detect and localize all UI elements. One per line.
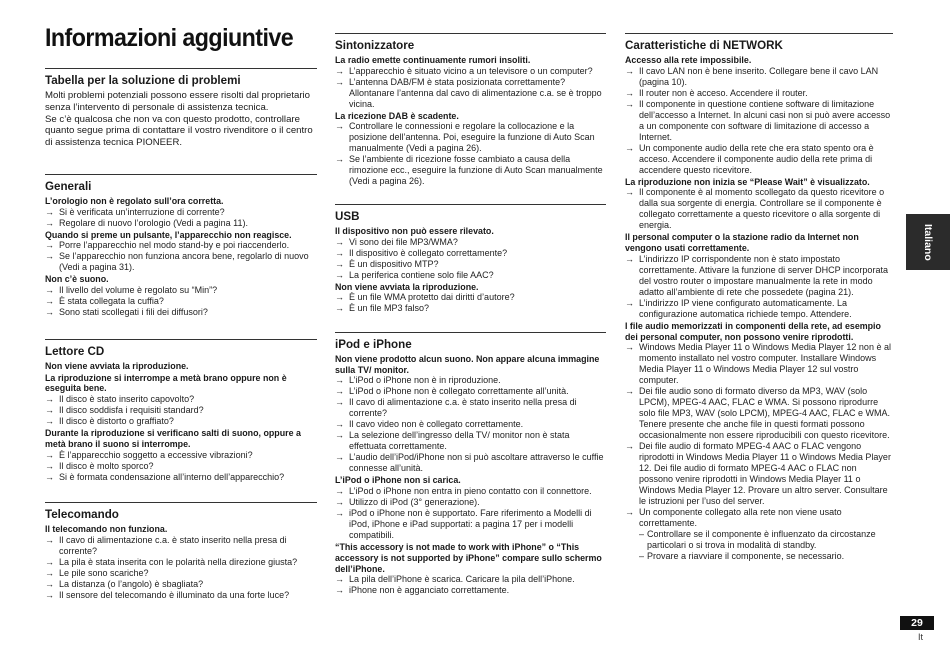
solution-item: → Il disco è stato inserito capovolto? bbox=[45, 394, 317, 405]
solution-item: → La pila dell’iPhone è scarica. Caricare la pila dell’iPhone. bbox=[335, 574, 606, 585]
solution-subitem: – Provare a riavviare il componente, se necessario. bbox=[625, 551, 893, 562]
solution-item: → Il dispositivo è collegato correttamente? bbox=[335, 248, 606, 259]
page-number: 29 bbox=[900, 616, 934, 630]
problem-heading: Il telecomando non funziona. bbox=[45, 524, 168, 534]
solution-item: → Il componente è al momento scollegato da questo ricevitore o dalla sua sorgente di energia. Controllare se il componente è collegato correttamente a questo ricevitore o alla sorgente di energia. bbox=[625, 187, 893, 231]
problem-heading: La ricezione DAB è scadente. bbox=[335, 110, 459, 121]
solution-item: → Il router non è acceso. Accendere il router. bbox=[625, 88, 893, 99]
section-title: Lettore CD bbox=[45, 345, 105, 358]
problem-heading: La riproduzione si interrompe a metà brano oppure non è eseguita bene. bbox=[45, 372, 287, 394]
solution-item: → Il sensore del telecomando è illuminato da una forte luce? bbox=[45, 590, 317, 601]
solution-item: → L’audio dell’iPod/iPhone non si può ascoltare attraverso le cuffie connesse all’unità. bbox=[335, 452, 606, 474]
solution-item: → Porre l’apparecchio nel modo stand-by e poi riaccenderlo. bbox=[45, 240, 317, 251]
solution-item: → L’indirizzo IP viene configurato automaticamente. La configurazione automatica richiede tempo. Attendere. bbox=[625, 298, 893, 320]
solution-item: → Regolare di nuovo l’orologio (Vedi a pagina 11). bbox=[45, 218, 317, 229]
section-ipod-iphone bbox=[335, 332, 606, 596]
solution-item: → La periferica contiene solo file AAC? bbox=[335, 270, 606, 281]
language-tab-label: Italiano bbox=[922, 223, 934, 261]
solution-item: → L’iPod o iPhone non entra in pieno contatto con il connettore. bbox=[335, 486, 606, 497]
problem-heading: L’iPod o iPhone non si carica. bbox=[335, 475, 461, 486]
problem-heading: Non viene prodotto alcun suono. Non appare alcuna immagine sulla TV/ monitor. bbox=[335, 354, 600, 375]
section-troubleshooting bbox=[45, 68, 317, 149]
problem-heading: L’orologio non è regolato sull’ora corretta. bbox=[45, 196, 224, 206]
section-generali bbox=[45, 174, 317, 318]
solution-item: → La distanza (o l’angolo) è sbagliata? bbox=[45, 579, 317, 590]
problem-heading: Quando si preme un pulsante, l’apparecchio non reagisce. bbox=[45, 229, 292, 240]
section-usb bbox=[335, 204, 606, 314]
solution-item: → Un componente collegato alla rete non viene usato correttamente. bbox=[625, 507, 893, 529]
problem-heading: Il dispositivo non può essere rilevato. bbox=[335, 226, 494, 236]
solution-item: → L’apparecchio è situato vicino a un televisore o un computer? bbox=[335, 66, 606, 77]
language-tab bbox=[906, 214, 950, 270]
problem-heading: Non viene avviata la riproduzione. bbox=[45, 361, 189, 371]
intro-paragraph: Molti problemi potenziali possono essere risolti dal proprietario senza l’intervento di personale di assistenza tecnica. bbox=[45, 90, 311, 113]
problem-heading: Non c’è suono. bbox=[45, 274, 109, 285]
section-sintonizzatore bbox=[335, 33, 606, 187]
solution-item: → Si è verificata un’interruzione di corrente? bbox=[45, 207, 317, 218]
solution-item: → iPhone non è agganciato correttamente. bbox=[335, 585, 606, 596]
solution-item: → Se l’apparecchio non funziona ancora bene, regolarlo di nuovo (Vedi a pagina 31). bbox=[45, 251, 317, 273]
solution-item: → Dei file audio di formato MPEG-4 AAC o FLAC vengono riprodotti in Windows Media Player 11 o Windows Media Player 12. Dei file audio di formato MPEG-4 AAC o FLAC non possono venire riprodotti in Windows Media Player 11 o Windows Media Player 12. Provare un altro server. Consultare le istruzioni per l’uso del server. bbox=[625, 441, 893, 507]
solution-item: → L’iPod o iPhone non è collegato correttamente all’unità. bbox=[335, 386, 606, 397]
solution-item: → Il cavo LAN non è bene inserito. Collegare bene il cavo LAN (pagina 10). bbox=[625, 66, 893, 88]
solution-item: → È stata collegata la cuffia? bbox=[45, 296, 317, 307]
solution-subitem: – Controllare se il componente è influenzato da circostanze particolari o si trova in modalità di standby. bbox=[625, 529, 893, 551]
solution-item: → Il cavo di alimentazione c.a. è stato inserito nella presa di corrente? bbox=[335, 397, 606, 419]
solution-item: → Il disco è distorto o graffiato? bbox=[45, 416, 317, 427]
section-lettore-cd bbox=[45, 339, 317, 483]
solution-item: → Le pile sono scariche? bbox=[45, 568, 317, 579]
solution-item: → Il cavo video non è collegato correttamente. bbox=[335, 419, 606, 430]
solution-item: → È un dispositivo MTP? bbox=[335, 259, 606, 270]
solution-item: → Il disco soddisfa i requisiti standard? bbox=[45, 405, 317, 416]
problem-heading: Accesso alla rete impossibile. bbox=[625, 55, 752, 65]
solution-item: → L’antenna DAB/FM è stata posizionata correttamente? Allontanare l’antenna dal cavo di alimentazione c.a. se è troppo vicina. bbox=[335, 77, 606, 110]
section-telecomando bbox=[45, 502, 317, 601]
solution-item: → È un file WMA protetto dai diritti d’autore? bbox=[335, 292, 606, 303]
solution-item: → Sono stati scollegati i fili dei diffusori? bbox=[45, 307, 317, 318]
problem-heading: I file audio memorizzati in componenti della rete, ad esempio dei personal computer, non possono venire riprodotti. bbox=[625, 320, 881, 342]
section-title: Caratteristiche di NETWORK bbox=[625, 39, 783, 52]
page-title: Informazioni aggiuntive bbox=[45, 24, 294, 52]
problem-heading: Non viene avviata la riproduzione. bbox=[335, 281, 479, 292]
section-title: Generali bbox=[45, 180, 92, 193]
solution-item: → Utilizzo di iPod (3° generazione). bbox=[335, 497, 606, 508]
section-network bbox=[625, 33, 893, 562]
section-title: Sintonizzatore bbox=[335, 39, 415, 52]
page-language-code: It bbox=[918, 632, 924, 642]
solution-item: → Si è formata condensazione all’interno dell’apparecchio? bbox=[45, 472, 317, 483]
solution-item: → Windows Media Player 11 o Windows Media Player 12 non è al momento installato nel vostro computer. Installare Windows Media Player 11 o Windows Media Player 12 sul vostro computer. bbox=[625, 342, 893, 386]
solution-item: → La pila è stata inserita con le polarità nella direzione giusta? bbox=[45, 557, 317, 568]
problem-heading: La riproduzione non inizia se “Please Wait” è visualizzato. bbox=[625, 176, 870, 187]
solution-item: → Il disco è molto sporco? bbox=[45, 461, 317, 472]
section-title: iPod e iPhone bbox=[335, 338, 412, 351]
section-title: Telecomando bbox=[45, 508, 119, 521]
section-title: Tabella per la soluzione di problemi bbox=[45, 74, 241, 87]
solution-item: → Dei file audio sono di formato diverso da MP3, WAV (solo LPCM), MPEG-4 AAC, FLAC e WMA. Si possono riprodurre solo file MP3, WAV (solo LPCM), MPEG-4 AAC, FLAC e WMA. Tenere presente che anche file in questi formati possono occasionalmente non essere riproducibili con questo ricevitore. bbox=[625, 386, 893, 441]
solution-item: → È un file MP3 falso? bbox=[335, 303, 606, 314]
problem-heading: “This accessory is not made to work with iPhone” o “This accessory is not supported by iPhone” compare sullo schermo dell’iPhone. bbox=[335, 542, 602, 574]
problem-heading: La radio emette continuamente rumori insoliti. bbox=[335, 55, 531, 65]
solution-item: → Un componente audio della rete che era stato spento ora è acceso. Accendere il componente audio della rete prima di accendere questo ricevitore. bbox=[625, 143, 893, 176]
solution-item: → Il cavo di alimentazione c.a. è stato inserito nella presa di corrente? bbox=[45, 535, 317, 557]
problem-heading: Il personal computer o la stazione radio da Internet non vengono usati correttamente. bbox=[625, 232, 859, 254]
intro-paragraph: Se c’è qualcosa che non va con questo prodotto, controllare quanto segue prima di contattare il vostro rivenditore o il centro di assistenza tecnica PIONEER. bbox=[45, 113, 313, 149]
problem-heading: Durante la riproduzione si verificano salti di suono, oppure a metà brano il suono si interrompe. bbox=[45, 428, 301, 449]
solution-item: → L’iPod o iPhone non è in riproduzione. bbox=[335, 375, 606, 386]
solution-item: → La selezione dell’ingresso della TV/ monitor non è stata effettuata correttamente. bbox=[335, 430, 606, 452]
solution-item: → Se l’ambiente di ricezione fosse cambiato a causa della rimozione ecc., eseguire la funzione di Auto Scan manualmente (Vedi a pagina 26). bbox=[335, 154, 606, 187]
solution-item: → L’indirizzo IP corrispondente non è stato impostato correttamente. Attivare la funzione di server DHCP incorporata del vostro router o impostare manualmente la rete in modo adatto all’ambiente di rete che possedete (pagina 21). bbox=[625, 254, 893, 298]
solution-item: → Controllare le connessioni e regolare la collocazione e la posizione dell’antenna. Poi, eseguire la funzione di Auto Scan manualmente (Vedi a pagina 26). bbox=[335, 121, 606, 154]
solution-item: → Il componente in questione contiene software di limitazione dell’accesso a Internet. In alcuni casi non si può avere accesso a un componente con software di limitazione di accesso a Internet. bbox=[625, 99, 893, 143]
section-title: USB bbox=[335, 210, 360, 223]
solution-item: → È l’apparecchio soggetto a eccessive vibrazioni? bbox=[45, 450, 317, 461]
solution-item: → Vi sono dei file MP3/WMA? bbox=[335, 237, 606, 248]
solution-item: → iPod o iPhone non è supportato. Fare riferimento a Modelli di iPod, iPhone e iPad supportati: a pagina 17 per i modelli compatibili. bbox=[335, 508, 606, 541]
solution-item: → Il livello del volume è regolato su “Min”? bbox=[45, 285, 317, 296]
